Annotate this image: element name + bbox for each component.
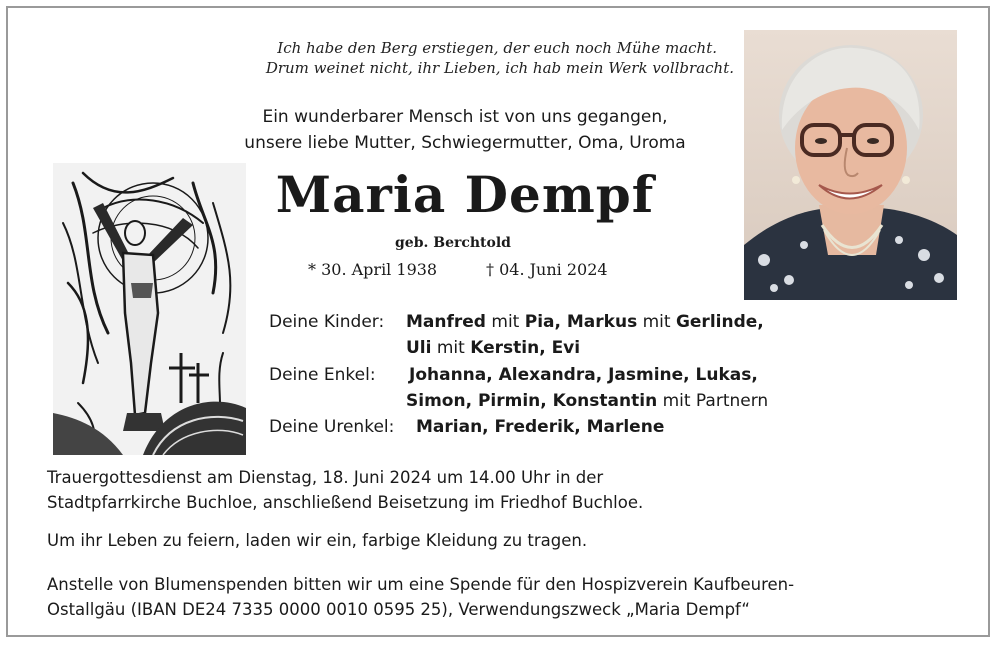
- great-grandchildren-line-1: [416, 414, 664, 440]
- name-run: mit: [637, 312, 676, 332]
- birth-date: * 30. April 1938: [308, 260, 438, 279]
- name-run: Johanna, Alexandra, Jasmine, Lukas,: [409, 365, 758, 385]
- portrait-photo: [744, 30, 957, 300]
- children-label: Deine Kinder:: [269, 312, 385, 332]
- quote-line-2: Drum weinet nicht, ihr Lieben, ich hab mein Werk vollbracht.: [265, 59, 734, 77]
- great-grandchildren-label: Deine Urenkel:: [269, 417, 395, 437]
- name-run: Gerlinde,: [675, 312, 764, 332]
- name-run: mit Partnern: [657, 391, 769, 411]
- name-run: mit: [485, 312, 525, 332]
- grandchildren-label: Deine Enkel:: [269, 365, 376, 385]
- children-line-1: [406, 309, 764, 335]
- grandchildren-line-2: [406, 388, 768, 414]
- celebrate-text: Um ihr Leben zu feiern, laden wir ein, farbige Kleidung zu tragen.: [47, 531, 588, 550]
- name-run: Kerstin, Evi: [470, 338, 581, 358]
- quote-line-1: Ich habe den Berg erstiegen, der euch noch Mühe macht.: [277, 39, 717, 57]
- children-line-2: [406, 335, 580, 361]
- name-run: Simon, Pirmin, Konstantin: [406, 391, 658, 411]
- birth-name: geb. Berchtold: [395, 235, 511, 251]
- name-run: Manfred: [406, 312, 486, 332]
- service-line-1: Trauergottesdienst am Dienstag, 18. Juni 2024 um 14.00 Uhr in der: [47, 468, 604, 487]
- name-run: Pia, Markus: [524, 312, 638, 332]
- risen-christ-illustration: [53, 163, 246, 455]
- intro-line-1: Ein wunderbarer Mensch ist von uns gegangen,: [262, 107, 668, 127]
- grandchildren-line-1: [409, 362, 758, 388]
- deceased-name: Maria Dempf: [275, 165, 655, 224]
- death-date: † 04. Juni 2024: [486, 260, 608, 279]
- name-run: Marian, Frederik, Marlene: [416, 417, 665, 437]
- service-line-2: Stadtpfarrkirche Buchloe, anschließend Beisetzung im Friedhof Buchloe.: [47, 493, 644, 512]
- intro-line-2: unsere liebe Mutter, Schwiegermutter, Oma, Uroma: [244, 133, 686, 153]
- donation-line-2: Ostallgäu (IBAN DE24 7335 0000 0010 0595 25), Verwendungszweck „Maria Dempf“: [47, 600, 750, 619]
- name-run: Uli: [406, 338, 432, 358]
- donation-line-1: Anstelle von Blumenspenden bitten wir um eine Spende für den Hospizverein Kaufbeuren-: [47, 575, 795, 594]
- name-run: mit: [431, 338, 471, 358]
